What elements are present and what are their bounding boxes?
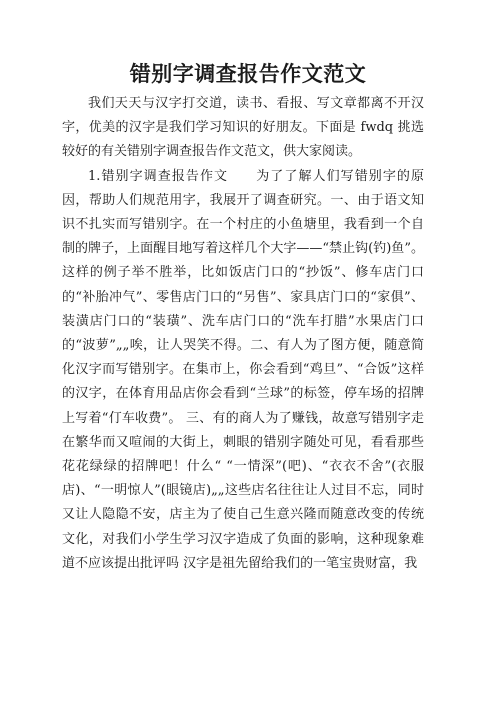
document-body	[62, 92, 424, 576]
report-paragraph: 1.错别字调查报告作文 为了了解人们写错别字的原因，帮助人们规范用字，我展开了调查研究。一、由于语文知识不扎实而写错别字。在一个村庄的小鱼塘里，我看到一个自制的牌子，上面醒目地写着这样几个大字——“禁止钩(钓)鱼”。这样的例子举不胜举，比如饭店门口的“抄饭”、修车店门口的“补胎冲气”、零售店门口的“另售”、家具店门口的“家俱”、装潢店门口的“装璜”、洗车店门口的“洗车打腊”水果店门口的“波萝”„„唉，让人哭笑不得。二、有人为了图方便，随意简化汉字而写错别字。在集市上，你会看到“鸡旦”、“合饭”这样的汉字，在体育用品店你会看到“兰球”的标签，停车场的招牌上写着“仃车收费”。 三、有的商人为了赚钱，故意写错别字走在繁华而又喧闹的大街上，刺眼的错别字随处可见，看看那些花花绿绿的招牌吧！什么“ “一情深”(吧)、“衣衣不舍”(衣服店)、“一明惊人”(眼镜店)„„这些店名往往让人过目不忘，同时又让人隐隐不安，店主为了使自己生意兴隆而随意改变的传统文化，对我们小学生学习汉字造成了负面的影响，这种现象难道不应该提出批评吗 汉字是祖先留给我们的一笔宝贵财富，我	[62, 168, 424, 571]
document-title: 错别字调查报告作文范文	[129, 62, 367, 86]
intro-paragraph: 我们天天与汉字打交道，读书、看报、写文章都离不开汉字，优美的汉字是我们学习知识的好朋友。下面是 fwdq 挑选较好的有关错别字调查报告作文范文，供大家阅读。	[62, 96, 424, 160]
